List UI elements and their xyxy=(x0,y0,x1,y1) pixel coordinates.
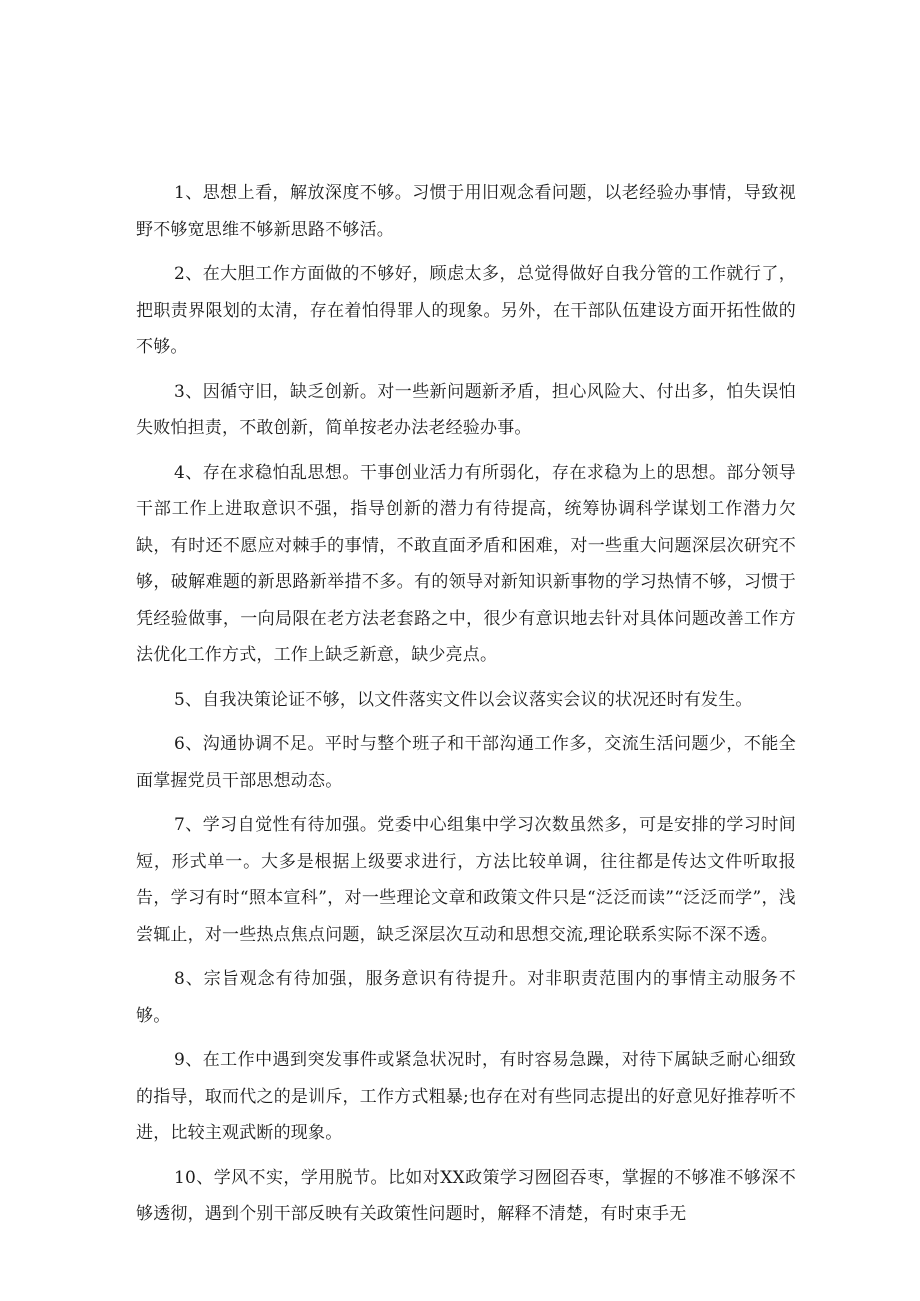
paragraph-2: 2、在大胆工作方面做的不够好，顾虑太多，总觉得做好自我分管的工作就行了，把职责界限划的太清，存在着怕得罪人的现象。另外，在干部队伍建设方面开拓性做的不够。 xyxy=(136,264,796,357)
paragraph-10: 10、学风不实，学用脱节。比如对XX政策学习囫囵吞枣，掌握的不够准不够深不够透彻，遇到个别干部反映有关政策性问题时，解释不清楚，有时束手无 xyxy=(136,1167,796,1224)
paragraph-8: 8、宗旨观念有待加强，服务意识有待提升。对非职责范围内的事情主动服务不够。 xyxy=(136,969,796,1026)
paragraph-4: 4、存在求稳怕乱思想。干事创业活力有所弱化，存在求稳为上的思想。部分领导干部工作上进取意识不强，指导创新的潜力有待提高，统筹协调科学谋划工作潜力欠缺，有时还不愿应对棘手的事情，不敢直面矛盾和困难，对一些重大问题深层次研究不够，破解难题的新思路新举措不多。有的领导对新知识新事物的学习热情不够，习惯于凭经验做事，一向局限在老方法老套路之中，很少有意识地去针对具体问题改善工作方法优化工作方式，工作上缺乏新意，缺少亮点。 xyxy=(136,462,796,665)
paragraph-5: 5、自我决策论证不够，以文件落实文件以会议落实会议的状况还时有发生。 xyxy=(174,689,753,710)
paragraph-3: 3、因循守旧，缺乏创新。对一些新问题新矛盾，担心风险大、付出多，怕失误怕失败怕担责，不敢创新，简单按老办法老经验办事。 xyxy=(136,381,796,438)
document-body xyxy=(136,175,796,1241)
paragraph-1: 1、思想上看，解放深度不够。习惯于用旧观念看问题，以老经验办事情，导致视野不够宽思维不够新思路不够活。 xyxy=(136,183,796,240)
paragraph-9: 9、在工作中遇到突发事件或紧急状况时，有时容易急躁，对待下属缺乏耐心细致的指导，取而代之的是训斥，工作方式粗暴;也存在对有些同志提出的好意见好推荐听不进，比较主观武断的现象。 xyxy=(136,1050,796,1143)
paragraph-7: 7、学习自觉性有待加强。党委中心组集中学习次数虽然多，可是安排的学习时间短，形式单一。大多是根据上级要求进行，方法比较单调，往往都是传达文件听取报告，学习有时“照本宣科”，对一些理论文章和政策文件只是“泛泛而读”“泛泛而学”，浅尝辄止，对一些热点焦点问题，缺乏深层次互动和思想交流,理论联系实际不深不透。 xyxy=(136,815,796,945)
paragraph-6: 6、沟通协调不足。平时与整个班子和干部沟通工作多，交流生活问题少，不能全面掌握党员干部思想动态。 xyxy=(136,734,796,791)
